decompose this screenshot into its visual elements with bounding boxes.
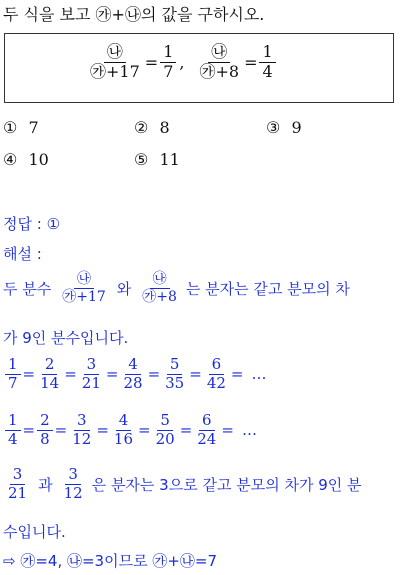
sequence-fraction	[120, 357, 145, 392]
fraction-den: ㉮+8	[142, 288, 177, 305]
fraction-den: 21	[8, 483, 28, 502]
sequence-fraction	[162, 357, 187, 392]
eq1-rhs-num: 1	[160, 44, 176, 63]
sequence-fraction	[204, 357, 229, 392]
exp-text: 과	[38, 475, 53, 494]
choice-mark: ④	[3, 150, 18, 169]
sequence-fraction	[194, 413, 219, 448]
choice-mark: ①	[3, 118, 18, 137]
fraction-num: 3	[74, 413, 90, 431]
final-answer-line: ⇨ ㉮=4, ㉯=3이므로 ㉮+㉯=7	[3, 552, 218, 570]
fraction-den: 35	[165, 373, 185, 392]
equals-sign: =	[244, 52, 258, 72]
fraction-num: 3	[84, 357, 100, 375]
exp-text: 두 분수	[3, 279, 52, 298]
fraction-den: ㉮+17	[62, 288, 106, 305]
fraction-num: 5	[157, 413, 173, 431]
choice-3[interactable]	[266, 118, 302, 137]
sequence-fraction	[5, 413, 21, 448]
choice-mark: ③	[266, 118, 281, 137]
exp-text: 은 분자는 3으로 같고 분모의 차가 9인 분	[91, 475, 362, 494]
fraction-num: 6	[199, 413, 215, 431]
equals-sign: =	[147, 365, 161, 384]
equals-sign: =	[105, 365, 119, 384]
ellipsis: …	[241, 421, 257, 440]
fraction-num: 3	[10, 467, 26, 485]
choice-value: 10	[28, 150, 49, 169]
equals-sign: =	[138, 421, 151, 440]
equals-sign: =	[179, 421, 193, 440]
question-text: 두 식을 보고 ㉮+㉯의 값을 구하시오.	[3, 5, 265, 24]
fraction-num: 1	[5, 357, 21, 375]
eq2-lhs-fraction	[196, 44, 242, 81]
explanation-line-1	[3, 272, 350, 304]
exp-fraction-3-21	[5, 467, 30, 502]
fraction-num: 4	[116, 413, 132, 431]
choice-mark: ②	[134, 118, 149, 137]
eq1-lhs-den: ㉮+17	[90, 61, 140, 81]
equals-sign: =	[230, 365, 244, 384]
eq2-lhs-den: ㉮+8	[199, 61, 240, 81]
sequence-fraction	[5, 357, 21, 392]
ellipsis: …	[251, 365, 267, 384]
equations	[85, 44, 278, 81]
fraction-num: 1	[5, 413, 21, 431]
choice-value: 11	[159, 150, 180, 169]
exp-text: 와	[116, 279, 132, 298]
eq2-rhs-num: 1	[259, 44, 275, 63]
eq1-lhs-num: ㉯	[104, 44, 126, 63]
choice-mark: ⑤	[134, 150, 149, 169]
equals-sign: =	[22, 421, 36, 440]
explanation-line-3	[3, 467, 362, 502]
explanation-label: 해설 :	[3, 245, 42, 263]
fraction-den: 16	[113, 429, 134, 448]
fraction-num: 2	[42, 357, 58, 375]
choice-value: 9	[291, 118, 302, 137]
fraction-num: 4	[125, 357, 141, 375]
fraction-den: 21	[81, 373, 101, 392]
fraction-den: 12	[72, 429, 92, 448]
fraction-den: 42	[206, 373, 226, 392]
choice-1[interactable]	[3, 118, 39, 137]
equals-sign: =	[144, 52, 159, 72]
equals-sign: =	[96, 421, 109, 440]
fraction-den: 8	[40, 429, 50, 448]
explanation-line-2: 가 9인 분수입니다.	[3, 329, 129, 347]
separator: ,	[179, 52, 185, 72]
fraction-num: 3	[65, 467, 81, 485]
sequence-fraction	[69, 413, 94, 448]
fraction-num: 5	[167, 357, 183, 375]
equals-sign: =	[22, 365, 36, 384]
sequence-fraction	[153, 413, 178, 448]
equivalent-fractions-1-4	[3, 413, 257, 448]
exp-fraction-3-12	[61, 467, 86, 502]
choice-4[interactable]	[3, 150, 49, 169]
fraction-den: 14	[40, 373, 60, 392]
fraction-den: 24	[197, 429, 217, 448]
equals-sign: =	[221, 421, 234, 440]
fraction-num: 6	[209, 357, 225, 375]
fraction-den: 7	[8, 373, 18, 392]
eq1-rhs-den: 7	[163, 61, 174, 81]
choice-value: 8	[159, 118, 170, 137]
fraction-num: ㉯	[150, 272, 170, 289]
sequence-fraction	[79, 357, 104, 392]
fraction-num: ㉯	[74, 272, 94, 289]
equivalent-fractions-1-7	[3, 357, 266, 392]
equals-sign: =	[54, 421, 68, 440]
sequence-fraction	[37, 413, 53, 448]
choice-2[interactable]	[134, 118, 170, 137]
equals-sign: =	[189, 365, 202, 384]
eq2-rhs-den: 4	[262, 61, 273, 81]
choice-5[interactable]	[134, 150, 180, 169]
exp-fraction-2	[139, 272, 180, 304]
eq2-lhs-num: ㉯	[208, 44, 230, 63]
sequence-fraction	[111, 413, 136, 448]
exp-fraction-1	[59, 272, 109, 304]
sequence-fraction	[37, 357, 62, 392]
fraction-den: 4	[8, 429, 18, 448]
exp-text: 는 분자는 같고 분모의 차	[185, 279, 350, 298]
fraction-den: 20	[155, 429, 175, 448]
eq1-rhs-fraction	[160, 44, 176, 81]
answer-label: 정답 : ①	[3, 215, 61, 233]
explanation-line-4: 수입니다.	[3, 523, 66, 541]
eq1-lhs-fraction	[87, 44, 143, 81]
choice-value: 7	[28, 118, 39, 137]
fraction-den: 28	[123, 373, 143, 392]
fraction-den: 12	[63, 483, 83, 502]
equals-sign: =	[64, 365, 77, 384]
fraction-num: 2	[37, 413, 53, 431]
eq2-rhs-fraction	[259, 44, 275, 81]
